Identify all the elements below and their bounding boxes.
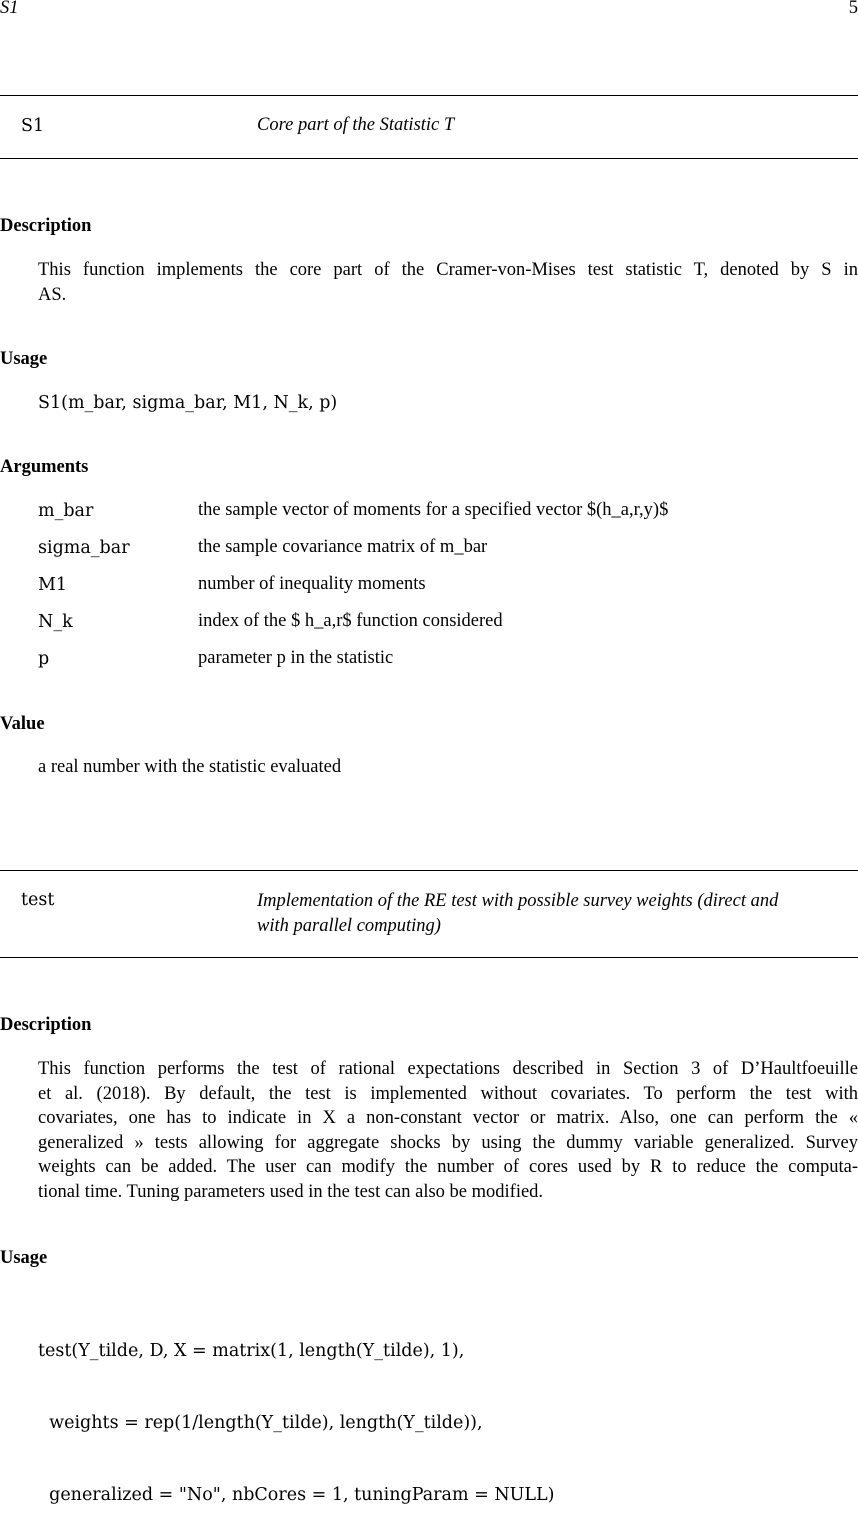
usage-line: generalized = "No", nbCores = 1, tuningParam = NULL) — [38, 1485, 555, 1505]
argument-name: N_k — [38, 612, 73, 632]
usage-code: S1(m_bar, sigma_bar, M1, N_k, p) — [38, 393, 338, 413]
section-heading-value: Value — [0, 714, 45, 734]
description-line: covariates, one has to indicate in X a non-constant vector or matrix. Also, one can perform the « — [38, 1108, 858, 1128]
section-heading-arguments: Arguments — [0, 457, 89, 477]
entry-title-line: with parallel computing) — [257, 916, 441, 936]
description-text — [38, 258, 858, 307]
entry-name: test — [21, 890, 55, 910]
page-number: 5 — [848, 0, 858, 18]
argument-name: M1 — [38, 575, 68, 595]
entry-bottom-rule — [0, 957, 858, 958]
argument-description: the sample covariance matrix of m_bar — [198, 537, 488, 557]
entry-top-rule — [0, 95, 858, 96]
description-line: This function performs the test of rational expectations described in Section 3 of D’Haultfoeuille — [38, 1059, 858, 1079]
description-line: This function implements the core part of the Cramer-von-Mises test statistic T, denoted by S in — [38, 260, 858, 280]
argument-description: number of inequality moments — [198, 574, 426, 594]
usage-line: test(Y_tilde, D, X = matrix(1, length(Y_tilde), 1), — [38, 1341, 465, 1361]
value-text: a real number with the statistic evaluated — [38, 757, 342, 777]
description-line: et al. (2018). By default, the test is implemented without covariates. To perform the test with — [38, 1083, 858, 1104]
entry-name: S1 — [21, 116, 45, 136]
entry-title: Core part of the Statistic T — [257, 115, 455, 135]
argument-name: p — [38, 649, 50, 669]
entry-title-line: Implementation of the RE test with possible survey weights (direct and — [257, 891, 779, 911]
section-heading-usage: Usage — [0, 1248, 48, 1268]
argument-description: the sample vector of moments for a specified vector $(h_a,r,y)$ — [198, 500, 669, 520]
entry-bottom-rule — [0, 158, 858, 159]
argument-description: parameter p in the statistic — [198, 648, 394, 668]
usage-line: weights = rep(1/length(Y_tilde), length(Y_tilde)), — [38, 1413, 483, 1433]
section-heading-description: Description — [0, 1015, 92, 1035]
argument-description: index of the $ h_a,r$ function considered — [198, 611, 503, 631]
description-line: AS. — [38, 284, 67, 305]
argument-name: sigma_bar — [38, 538, 130, 558]
description-line: tional time. Tuning parameters used in the test can also be modified. — [38, 1181, 544, 1202]
description-text — [38, 1057, 858, 1204]
description-line: generalized » tests allowing for aggregate shocks by using the dummy variable generalized. Survey — [38, 1132, 858, 1153]
section-heading-usage: Usage — [0, 349, 48, 369]
description-line: weights can be added. The user can modify the number of cores used by R to reduce the computa- — [38, 1157, 858, 1177]
entry-top-rule — [0, 870, 858, 871]
usage-code — [38, 1291, 554, 1531]
running-header-left: S1 — [0, 0, 19, 18]
entry-title — [257, 889, 778, 939]
section-heading-description: Description — [0, 216, 92, 236]
argument-name: m_bar — [38, 501, 94, 521]
